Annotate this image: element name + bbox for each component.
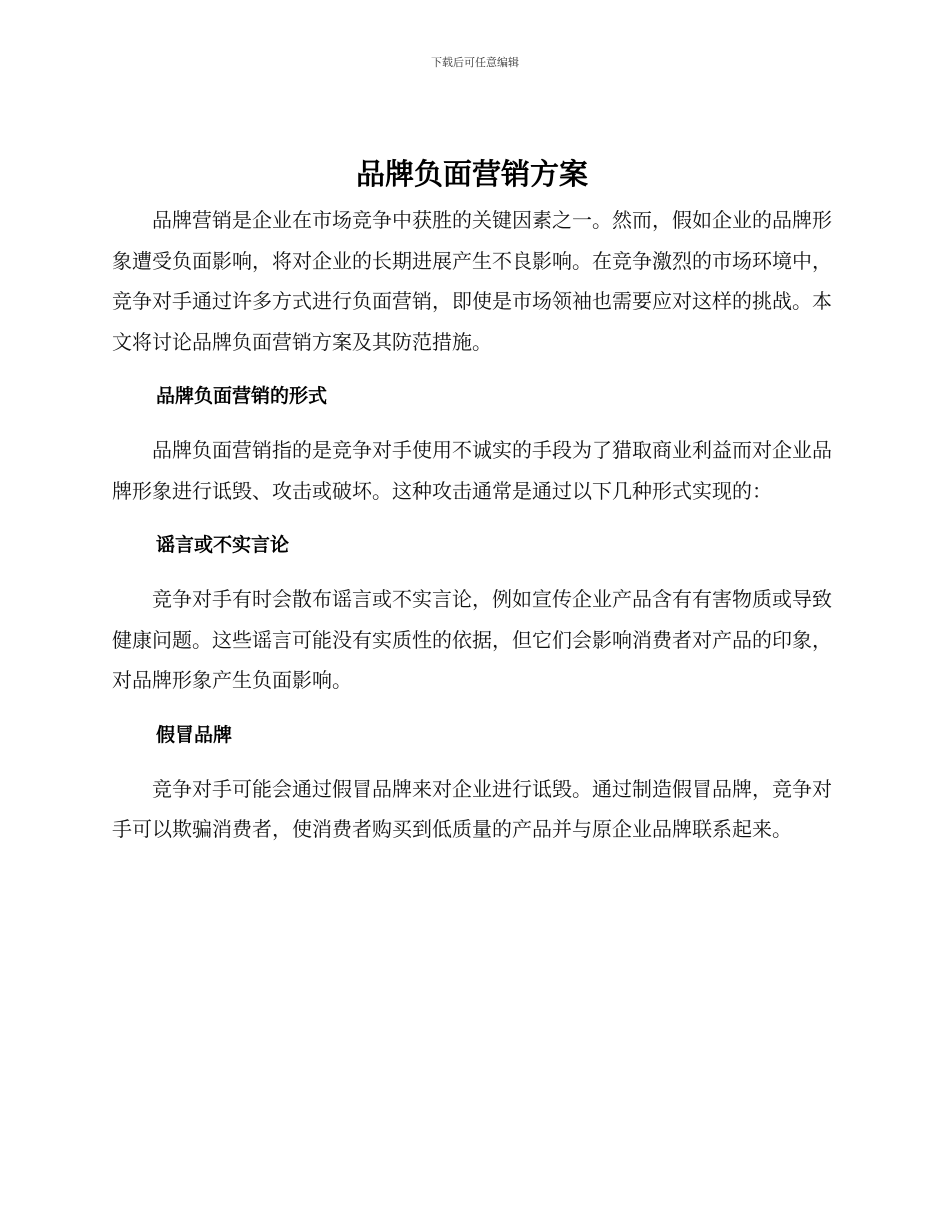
- section-heading-counterfeit: 假冒品牌: [156, 723, 233, 746]
- section-paragraph-counterfeit: 竞争对手可能会通过假冒品牌来对企业进行诋毁。通过制造假冒品牌，竞争对手可以欺骗消费者，使消费者购买到低质量的产品并与原企业品牌联系起来。: [112, 776, 832, 841]
- section-paragraph-rumors: 竞争对手有时会散布谣言或不实言论，例如宣传企业产品含有有害物质或导致健康问题。这些谣言可能没有实质性的依据，但它们会影响消费者对产品的印象，对品牌形象产生负面影响。: [112, 587, 832, 692]
- intro-paragraph: 品牌营销是企业在市场竞争中获胜的关键因素之一。然而，假如企业的品牌形象遭受负面影响，将对企业的长期进展产生不良影响。在竞争激烈的市场环境中，竞争对手通过许多方式进行负面营销，即使是市场领袖也需要应对这样的挑战。本文将讨论品牌负面营销方案及其防范措施。: [112, 208, 832, 354]
- header-note: 下载后可任意编辑: [431, 56, 519, 69]
- document-title: 品牌负面营销方案: [355, 157, 588, 191]
- document-content: [112, 148, 832, 850]
- section-heading-rumors: 谣言或不实言论: [156, 534, 290, 556]
- section-paragraph-forms: 品牌负面营销指的是竞争对手使用不诚实的手段为了猎取商业利益而对企业品牌形象进行诋毁、攻击或破坏。这种攻击通常是通过以下几种形式实现的：: [112, 438, 832, 503]
- section-heading-forms: 品牌负面营销的形式: [156, 385, 328, 407]
